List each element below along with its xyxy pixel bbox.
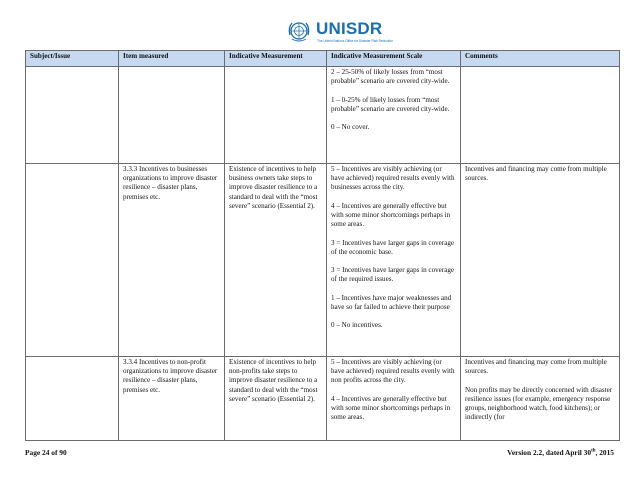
measurement-table [25,50,620,441]
column-header: Indicative Measurement [225,51,327,67]
version-ordinal: th [591,448,596,454]
scale-level: 1 – Incentives have major weaknesses and have so far failed to achieve their purpose [331,293,452,311]
item-cell [119,67,225,164]
scale-level: 3 = Incentives have larger gaps in coverage of the economic base. [331,238,455,256]
scale-level: 3 = Incentives have larger gaps in coverage of the required issues. [331,266,455,284]
comment-text: Non profits may be directly concerned with disaster resilience issues (for example, emergency response groups, neighborhood watch, food kitchens); or indirectly (for [465,385,613,422]
table-row [26,164,620,357]
column-header: Subject/Issue [26,51,119,67]
version-info [507,448,614,457]
scale-cell [327,67,461,164]
comments-cell [461,67,620,164]
subject-cell [26,164,119,357]
subject-cell [26,357,119,441]
logo-name: UNISDR [316,19,383,38]
comments-cell [461,164,620,357]
scale-level: 5 – Incentives are visibly achieving (or have achieved) required results evenly with businesses across the city. [331,165,455,192]
scale-cell [327,357,461,441]
table-header-row [26,51,620,67]
subject-cell [26,67,119,164]
comment-text: Incentives and financing may come from multiple sources. [465,165,607,183]
table-row [26,357,620,441]
logo-tagline: The United Nations Office for Disaster Risk Reduction [317,39,393,43]
item-cell: 3.3.3 Incentives to businesses organizations to improve disaster resilience – disaster plans, premises etc. [119,164,225,357]
scale-level: 2 – 25-50% of likely losses from “most probable” scenario are covered city-wide. [331,68,450,86]
scale-level: 0 – No incentives. [331,321,383,330]
scale-level: 0 – No cover. [331,123,370,132]
column-header: Item measured [119,51,225,67]
comment-text: Incentives and financing may come from multiple sources. [465,358,607,376]
scale-level: 4 – Incentives are generally effective but with some minor shortcomings perhaps in some areas. [331,201,451,229]
table-row [26,67,620,164]
version-suffix: , 2015 [595,448,614,457]
measurement-cell: Existence of incentives to help business owners take steps to improve disaster resilience to a standard to deal with the “most severe” scenario (Essential 2). [225,164,327,357]
scale-level: 1 – 0-25% of likely losses from “most probable” scenario are covered city-wide. [331,95,450,113]
measurement-cell [225,67,327,164]
column-header: Indicative Measurement Scale [327,51,461,67]
page-number: Page 24 of 90 [25,448,67,457]
version-prefix: Version 2.2, dated April 30 [507,448,592,457]
unisdr-logo [286,18,436,46]
scale-level: 4 – Incentives are generally effective but with some minor shortcomings perhaps in some areas. [331,394,451,422]
scale-level: 5 – Incentives are visibly achieving (or have achieved) required results evenly with non profits across the city. [331,358,455,385]
comments-cell [461,357,620,441]
measurement-cell: Existence of incentives to help non-profits take steps to improve disaster resilience to a standard to deal with the “most severe” scenario (Essential 2). [225,357,327,441]
item-cell: 3.3.4 Incentives to non-profit organizations to improve disaster resilience – disaster plans, premises etc. [119,357,225,441]
scale-cell [327,164,461,357]
un-emblem-icon [286,18,312,44]
column-header: Comments [461,51,620,67]
